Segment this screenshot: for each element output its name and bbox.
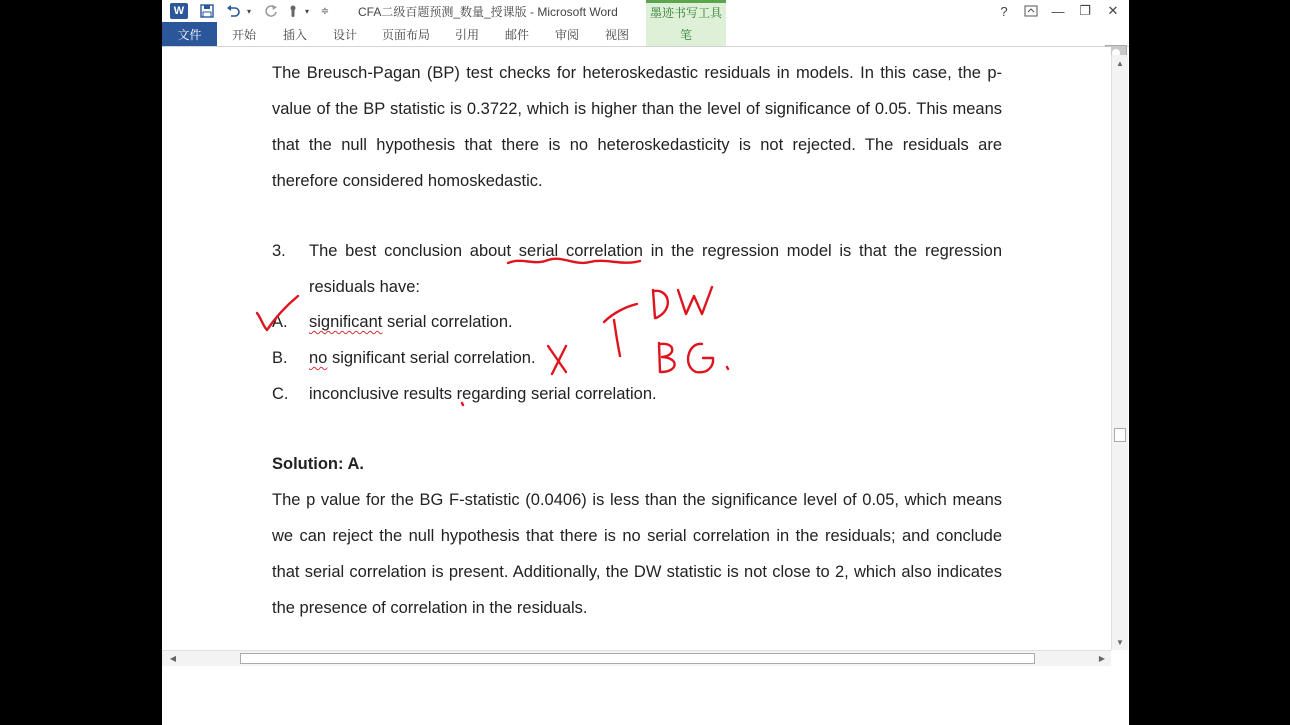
tab-insert[interactable]: 插入 [282,27,307,42]
title-bar [162,0,1129,22]
option-c [309,376,1002,412]
ribbon-display-button[interactable] [1020,2,1042,20]
vertical-scrollbar[interactable] [1111,55,1128,650]
word-app-icon[interactable]: W [170,3,188,19]
ink-tools-group: 墨迹书写工具 [646,0,726,22]
customize-icon[interactable]: ≑ [320,5,330,17]
option-b [309,340,1002,376]
question-text: The best conclusion about serial correlation in the regression model is that the regression residuals have: [309,242,1002,296]
close-button[interactable]: ✕ [1107,3,1119,18]
tab-review[interactable]: 审阅 [554,27,579,42]
tab-home[interactable]: 开始 [231,27,256,42]
scroll-left-arrow[interactable]: ◀ [169,654,177,663]
scroll-up-arrow[interactable]: ▲ [1116,58,1124,68]
tab-pen[interactable]: 笔 [646,22,726,46]
option-a-text: serial correlation. [382,313,513,331]
ribbon-tabs [162,22,1129,47]
undo-icon[interactable] [224,2,242,20]
horizontal-scrollbar[interactable] [162,650,1111,666]
tab-view[interactable]: 视图 [604,27,629,42]
redo-icon[interactable] [262,2,280,20]
undo-dropdown-icon[interactable]: ▾ [246,6,251,16]
horizontal-scroll-thumb[interactable] [240,653,1035,664]
question-number: 3. [272,242,286,260]
solution-text: The p value for the BG F-statistic (0.0406) is less than the significance level of 0.05, which means we can reject the null hypothesis that there is no serial correlation in the residuals; and conclude that serial correlation is present. Additionally, the DW statistic is not close to 2, which also indicates the presence of correlation in the residuals. [272,491,1002,617]
option-c-letter: C. [272,385,289,403]
option-b-spell-flag: no [309,349,328,367]
tab-references[interactable]: 引用 [454,27,479,42]
scroll-right-arrow[interactable]: ▶ [1098,654,1106,663]
option-a-spell-flag: significant [309,313,383,331]
solution-label: Solution: A. [272,455,364,473]
word-window [162,0,1129,725]
option-a [309,304,1002,340]
option-a-letter: A. [272,313,288,331]
scroll-down-arrow[interactable]: ▼ [1116,637,1124,647]
option-c-text: inconclusive results regarding serial correlation. [309,385,657,403]
bp-test-paragraph: The Breusch-Pagan (BP) test checks for heteroskedastic residuals in models. In this case, the p-value of the BP statistic is 0.3722, which is higher than the level of significance of 0.05. This means that the null hypothesis that there is no heteroskedasticity is not rejected. The residuals are therefore considered homoskedastic. [272,64,1002,190]
tab-mailings[interactable]: 邮件 [504,27,529,42]
restore-button[interactable]: ❐ [1079,3,1091,18]
touch-mode-icon[interactable] [284,2,302,20]
document-page[interactable] [162,47,1111,650]
option-b-letter: B. [272,349,288,367]
option-b-text: significant serial correlation. [327,349,536,367]
tab-page-layout[interactable]: 页面布局 [381,27,430,42]
minimize-button[interactable]: — [1051,3,1065,19]
help-button[interactable]: ? [1000,3,1008,19]
document-title: CFA二级百题预测_数量_授课版 - Microsoft Word [358,5,618,19]
touch-dropdown-icon[interactable]: ▾ [304,6,309,16]
save-icon[interactable] [198,2,216,20]
tab-file[interactable]: 文件 [162,22,217,46]
vertical-scroll-thumb[interactable] [1114,428,1126,442]
tab-design[interactable]: 设计 [332,27,357,42]
